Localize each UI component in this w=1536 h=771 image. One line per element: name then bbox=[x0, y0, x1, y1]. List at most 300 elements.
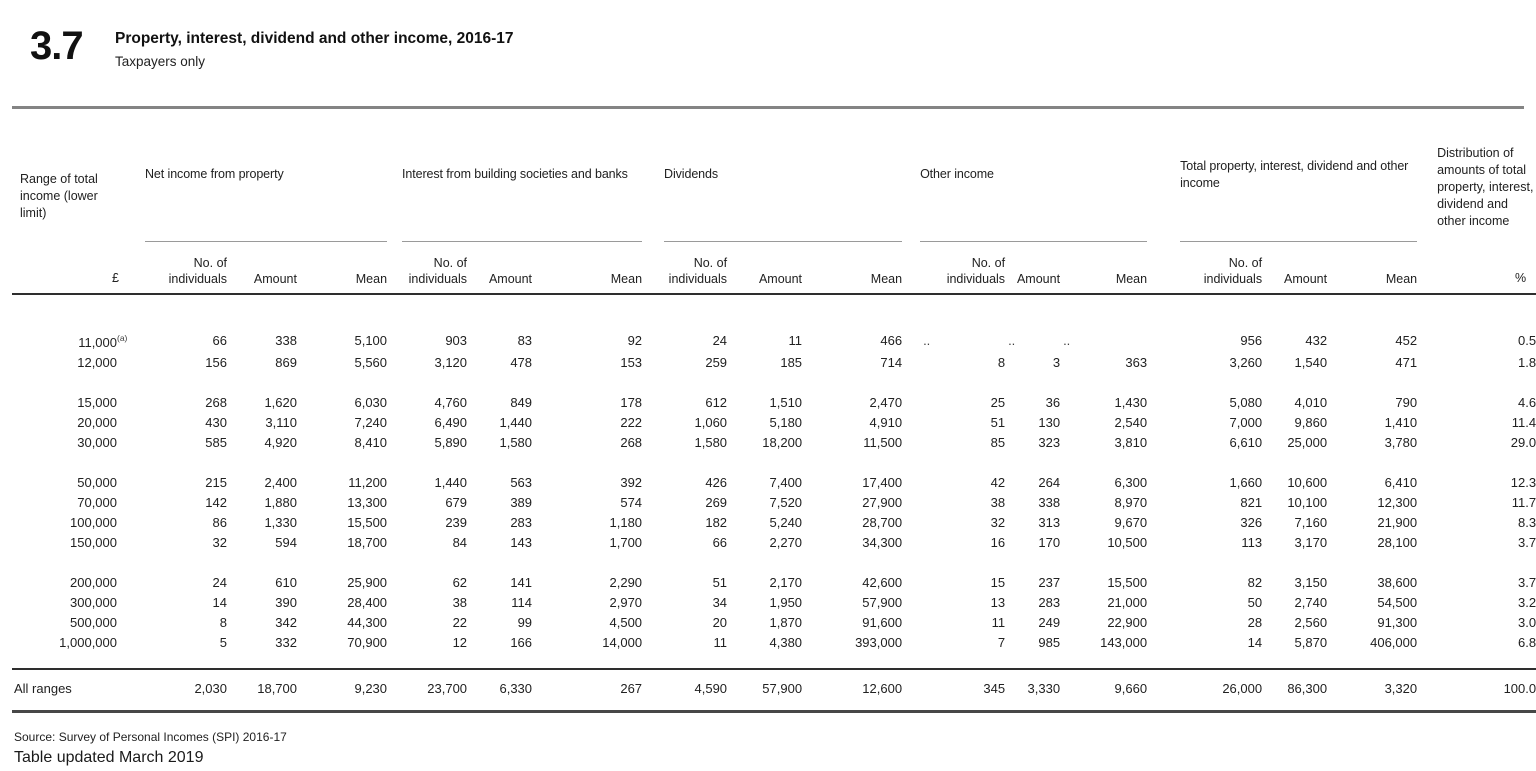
subheader-mean: Mean bbox=[297, 241, 387, 294]
value-cell: 57,900 bbox=[862, 595, 903, 610]
value-cell: 3,780 bbox=[1384, 435, 1418, 450]
subheader-amount: Amount bbox=[727, 241, 802, 294]
value-cell: 1,180 bbox=[609, 515, 643, 530]
value-cell: 51 bbox=[990, 415, 1006, 430]
value-cell: 3,810 bbox=[1114, 435, 1148, 450]
value-cell: 5,560 bbox=[354, 355, 388, 370]
spacer-cell bbox=[387, 633, 402, 653]
value-cell: 2,030 bbox=[145, 669, 227, 712]
table-row bbox=[12, 473, 1536, 493]
spacer-cell bbox=[387, 413, 402, 433]
value-cell: 12,300 bbox=[1377, 495, 1418, 510]
spacer-cell bbox=[902, 669, 920, 712]
table-row bbox=[12, 413, 1536, 433]
value-cell: 22 bbox=[452, 615, 468, 630]
value-cell: 389 bbox=[510, 495, 533, 510]
spacer-cell bbox=[1417, 473, 1437, 493]
spacer-cell bbox=[1417, 669, 1437, 712]
value-cell: 594 bbox=[275, 535, 297, 550]
spacer-cell bbox=[902, 433, 920, 453]
spacer-cell bbox=[642, 473, 664, 493]
value-cell: 143,000 bbox=[1100, 635, 1148, 650]
table-body bbox=[12, 294, 1536, 712]
value-cell: 4,500 bbox=[609, 615, 643, 630]
value-cell: 406,000 bbox=[1370, 635, 1418, 650]
spacer-cell bbox=[133, 613, 145, 633]
value-cell: 15,500 bbox=[1107, 575, 1148, 590]
value-cell: 7,240 bbox=[354, 415, 388, 430]
spacer-cell bbox=[387, 533, 402, 553]
value-cell: 714 bbox=[880, 355, 903, 370]
page-title: Property, interest, dividend and other income, 2016-17 bbox=[115, 30, 514, 47]
total-label-cell bbox=[12, 669, 133, 712]
value-cell: 38,600 bbox=[1377, 575, 1418, 590]
value-cell: 44,300 bbox=[347, 615, 388, 630]
value-cell: 92 bbox=[627, 332, 643, 348]
range-value: 15,000 bbox=[77, 395, 117, 410]
value-cell: 323 bbox=[1038, 435, 1061, 450]
value-cell: 1,580 bbox=[694, 435, 728, 450]
spacer-row bbox=[12, 373, 1536, 393]
range-value: 1,000,000 bbox=[59, 635, 117, 650]
spacer-cell bbox=[1147, 513, 1180, 533]
spacer-cell bbox=[1147, 433, 1180, 453]
value-cell: 264 bbox=[1038, 475, 1061, 490]
spacer-row bbox=[12, 653, 1536, 669]
value-cell: 4,760 bbox=[434, 395, 468, 410]
spacer-cell bbox=[387, 353, 402, 373]
value-cell: 66 bbox=[712, 535, 728, 550]
value-cell: 36 bbox=[1045, 395, 1061, 410]
value-cell: 8 bbox=[219, 615, 227, 630]
value-cell: 1,870 bbox=[769, 615, 803, 630]
spacer-cell bbox=[642, 513, 664, 533]
spacer-cell bbox=[12, 453, 1536, 473]
value-cell: 985 bbox=[1038, 635, 1061, 650]
value-cell: 17,400 bbox=[862, 475, 903, 490]
updated-note: Table updated March 2019 bbox=[14, 749, 204, 766]
value-cell: 6,330 bbox=[467, 669, 532, 712]
spacer-cell bbox=[1417, 109, 1437, 294]
source-note: Source: Survey of Personal Incomes (SPI) 2016-17 bbox=[14, 730, 287, 744]
value-cell: 3,260 bbox=[1229, 355, 1263, 370]
value-cell: 34 bbox=[712, 595, 728, 610]
value-cell: 390 bbox=[275, 595, 297, 610]
value-cell: 20 bbox=[712, 615, 728, 630]
spacer-cell bbox=[1147, 573, 1180, 593]
group-header-interest: Interest from building societies and banks bbox=[402, 109, 642, 241]
value-cell: 326 bbox=[1240, 515, 1263, 530]
value-cell: 249 bbox=[1038, 615, 1061, 630]
range-cell bbox=[12, 433, 133, 453]
value-cell: 426 bbox=[705, 475, 728, 490]
range-value: 300,000 bbox=[70, 595, 117, 610]
range-value: 12,000 bbox=[77, 355, 117, 370]
subheader-amount: Amount bbox=[1262, 241, 1327, 294]
value-cell: 574 bbox=[620, 495, 643, 510]
spacer-cell bbox=[902, 613, 920, 633]
spacer-cell bbox=[133, 353, 145, 373]
value-cell: 1,880 bbox=[264, 495, 297, 510]
table-row bbox=[12, 513, 1536, 533]
value-cell: 7,520 bbox=[769, 495, 803, 510]
value-cell: 2,270 bbox=[769, 535, 803, 550]
value-cell: 26,000 bbox=[1180, 669, 1262, 712]
distribution-cell: 3.2 bbox=[1518, 595, 1536, 610]
spacer-cell bbox=[1147, 353, 1180, 373]
range-cell bbox=[12, 413, 133, 433]
spacer-cell bbox=[642, 413, 664, 433]
value-cell: 70,900 bbox=[347, 635, 388, 650]
value-cell: 28,700 bbox=[862, 515, 903, 530]
spacer-cell bbox=[133, 633, 145, 653]
value-cell: 2,170 bbox=[769, 575, 803, 590]
range-header-label: Range of total income (lower limit) bbox=[20, 172, 98, 220]
value-cell: 432 bbox=[1305, 332, 1328, 348]
value-cell: 679 bbox=[445, 495, 468, 510]
spacer-cell bbox=[133, 533, 145, 553]
spacer-cell bbox=[1147, 473, 1180, 493]
value-cell: 25 bbox=[990, 395, 1006, 410]
spacer-cell bbox=[133, 109, 145, 294]
table-row bbox=[12, 533, 1536, 553]
spacer-cell bbox=[642, 493, 664, 513]
range-value: 20,000 bbox=[77, 415, 117, 430]
range-cell bbox=[12, 493, 133, 513]
spacer-cell bbox=[1417, 393, 1437, 413]
value-cell: 610 bbox=[275, 575, 297, 590]
spacer-cell bbox=[387, 433, 402, 453]
value-cell: 42 bbox=[990, 475, 1006, 490]
value-cell: 267 bbox=[532, 669, 642, 712]
subheader-count: No. of individuals bbox=[920, 241, 1005, 294]
range-value: 150,000 bbox=[70, 535, 117, 550]
spacer-cell bbox=[642, 613, 664, 633]
value-cell: 222 bbox=[620, 415, 643, 430]
spacer-cell bbox=[133, 328, 145, 353]
table-header bbox=[12, 109, 1536, 294]
value-cell: 54,500 bbox=[1377, 595, 1418, 610]
spacer-cell bbox=[902, 393, 920, 413]
range-cell bbox=[12, 353, 133, 373]
spacer-cell bbox=[1417, 328, 1437, 353]
distribution-cell: 3.7 bbox=[1518, 535, 1536, 550]
spacer-cell bbox=[1147, 328, 1180, 353]
value-cell: 1,410 bbox=[1384, 415, 1418, 430]
value-cell: 32 bbox=[990, 515, 1006, 530]
value-cell: 478 bbox=[510, 355, 533, 370]
value-cell: 338 bbox=[275, 332, 297, 348]
table-row bbox=[12, 633, 1536, 653]
value-cell: 18,700 bbox=[347, 535, 388, 550]
spacer-cell bbox=[1417, 493, 1437, 513]
range-header-cell bbox=[12, 109, 133, 294]
range-value: 50,000 bbox=[77, 475, 117, 490]
spacer-cell bbox=[642, 669, 664, 712]
value-cell: 6,410 bbox=[1384, 475, 1418, 490]
value-cell: 1,660 bbox=[1229, 475, 1263, 490]
spacer-cell bbox=[1147, 593, 1180, 613]
distribution-cell: 11.4 bbox=[1511, 415, 1536, 430]
value-cell: 2,740 bbox=[1294, 595, 1328, 610]
spacer-cell bbox=[387, 613, 402, 633]
value-cell: 21,000 bbox=[1107, 595, 1148, 610]
value-cell: 7,400 bbox=[769, 475, 803, 490]
value-cell: 16 bbox=[990, 535, 1006, 550]
spacer-cell bbox=[642, 353, 664, 373]
range-cell bbox=[12, 393, 133, 413]
value-cell: 6,490 bbox=[434, 415, 468, 430]
distribution-cell: 11.7 bbox=[1511, 495, 1536, 510]
value-cell: 6,030 bbox=[354, 395, 388, 410]
value-cell: 2,470 bbox=[869, 395, 903, 410]
value-cell: 338 bbox=[1038, 495, 1061, 510]
value-cell: 332 bbox=[275, 635, 297, 650]
spacer-cell bbox=[12, 553, 1536, 573]
subheader-amount: Amount bbox=[1005, 241, 1060, 294]
range-cell bbox=[12, 513, 133, 533]
range-cell bbox=[12, 533, 133, 553]
value-cell: 9,860 bbox=[1294, 415, 1328, 430]
value-cell: 25,900 bbox=[347, 575, 388, 590]
value-cell: 1,620 bbox=[264, 395, 297, 410]
value-cell: 585 bbox=[205, 435, 227, 450]
value-cell: 869 bbox=[275, 355, 297, 370]
table-number: 3.7 bbox=[30, 24, 83, 68]
value-cell: 25,000 bbox=[1287, 435, 1328, 450]
value-cell: 4,920 bbox=[264, 435, 297, 450]
value-cell: 3,110 bbox=[265, 415, 297, 430]
total-row-label: All ranges bbox=[14, 681, 72, 696]
value-cell: 5,870 bbox=[1294, 635, 1328, 650]
subheader-mean: Mean bbox=[1327, 241, 1417, 294]
distribution-unit-label: % bbox=[1514, 271, 1527, 285]
range-value: 70,000 bbox=[77, 495, 117, 510]
spacer-cell bbox=[902, 573, 920, 593]
value-cell: 83 bbox=[517, 332, 533, 348]
value-cell: 34,300 bbox=[862, 535, 903, 550]
value-cell: 1,700 bbox=[609, 535, 643, 550]
value-cell: 51 bbox=[712, 575, 728, 590]
value-cell: 10,100 bbox=[1287, 495, 1328, 510]
value-cell: 156 bbox=[205, 355, 227, 370]
value-cell: 393,000 bbox=[855, 635, 903, 650]
spacer-row bbox=[12, 453, 1536, 473]
value-cell: 57,900 bbox=[727, 669, 802, 712]
value-cell: 18,700 bbox=[227, 669, 297, 712]
value-cell: 2,970 bbox=[609, 595, 643, 610]
value-cell: 86,300 bbox=[1262, 669, 1327, 712]
spacer-cell bbox=[902, 633, 920, 653]
range-value: 11,000 bbox=[78, 335, 117, 350]
subheader-amount: Amount bbox=[467, 241, 532, 294]
spacer-cell bbox=[902, 513, 920, 533]
value-cell: 170 bbox=[1038, 535, 1061, 550]
value-cell: 6,300 bbox=[1114, 475, 1148, 490]
value-cell: 363 bbox=[1125, 355, 1148, 370]
value-cell: 113 bbox=[1241, 535, 1263, 550]
value-cell: 4,910 bbox=[869, 415, 903, 430]
value-cell: 91,300 bbox=[1377, 615, 1418, 630]
value-cell: 13 bbox=[990, 595, 1006, 610]
value-cell: 141 bbox=[510, 575, 533, 590]
spacer-cell bbox=[133, 573, 145, 593]
group-header-other: Other income bbox=[920, 109, 1147, 241]
value-cell: 23,700 bbox=[402, 669, 467, 712]
distribution-cell: 4.6 bbox=[1518, 395, 1536, 410]
value-cell: 612 bbox=[705, 395, 728, 410]
range-value: 500,000 bbox=[70, 615, 117, 630]
range-value: 30,000 bbox=[77, 435, 117, 450]
value-cell: 9,670 bbox=[1114, 515, 1148, 530]
spacer-cell bbox=[902, 353, 920, 373]
spacer-cell bbox=[387, 493, 402, 513]
value-cell: 392 bbox=[620, 475, 643, 490]
value-cell: 5 bbox=[219, 635, 227, 650]
range-cell bbox=[12, 328, 133, 353]
table-row bbox=[12, 613, 1536, 633]
value-cell: 11 bbox=[788, 332, 803, 348]
distribution-header-cell bbox=[1437, 109, 1536, 294]
subheader-mean: Mean bbox=[532, 241, 642, 294]
value-cell: 4,380 bbox=[769, 635, 803, 650]
value-cell: 313 bbox=[1038, 515, 1061, 530]
value-cell: 5,100 bbox=[354, 332, 388, 348]
spacer-cell bbox=[902, 109, 920, 294]
spacer-cell bbox=[387, 573, 402, 593]
value-cell: 9,660 bbox=[1060, 669, 1147, 712]
spacer-cell bbox=[1417, 433, 1437, 453]
value-cell: 2,400 bbox=[264, 475, 297, 490]
spacer-cell bbox=[387, 513, 402, 533]
title-block bbox=[12, 0, 1524, 106]
subheader-count: No. of individuals bbox=[402, 241, 467, 294]
spacer-row bbox=[12, 553, 1536, 573]
subheader-count: No. of individuals bbox=[664, 241, 727, 294]
subheader-mean: Mean bbox=[802, 241, 902, 294]
value-cell: 1,440 bbox=[499, 415, 533, 430]
value-cell: 62 bbox=[452, 575, 468, 590]
value-cell: 14,000 bbox=[602, 635, 643, 650]
spacer-cell bbox=[1147, 633, 1180, 653]
spacer-cell bbox=[902, 493, 920, 513]
value-cell: 142 bbox=[205, 495, 227, 510]
spacer-cell bbox=[133, 493, 145, 513]
value-cell: 14 bbox=[1247, 635, 1263, 650]
value-cell: 4,590 bbox=[664, 669, 727, 712]
value-cell: 5,240 bbox=[769, 515, 803, 530]
spacer-cell bbox=[1147, 533, 1180, 553]
value-cell: 11 bbox=[991, 615, 1006, 630]
value-cell: 10,500 bbox=[1107, 535, 1148, 550]
spacer-cell bbox=[1417, 613, 1437, 633]
value-cell: 86 bbox=[212, 515, 227, 530]
value-cell: 259 bbox=[705, 355, 728, 370]
value-cell: 153 bbox=[620, 355, 643, 370]
value-cell: 22,900 bbox=[1107, 615, 1148, 630]
spacer-cell bbox=[387, 669, 402, 712]
value-cell: 1,440 bbox=[434, 475, 468, 490]
table-footer bbox=[12, 730, 1524, 767]
distribution-cell: 1.8 bbox=[1518, 355, 1536, 370]
spacer-cell bbox=[1417, 353, 1437, 373]
value-cell: 563 bbox=[510, 475, 533, 490]
value-cell: 84 bbox=[452, 535, 468, 550]
group-header-property: Net income from property bbox=[145, 109, 387, 241]
range-unit-label: £ bbox=[112, 271, 119, 285]
value-cell: 1,950 bbox=[769, 595, 803, 610]
value-cell: 3,320 bbox=[1327, 669, 1417, 712]
value-cell: 185 bbox=[780, 355, 803, 370]
value-cell: .. bbox=[923, 332, 931, 348]
table-row bbox=[12, 353, 1536, 373]
distribution-cell: 100.0 bbox=[1437, 669, 1536, 712]
spacer-cell bbox=[642, 393, 664, 413]
spacer-cell bbox=[1417, 533, 1437, 553]
spacer-cell bbox=[1147, 493, 1180, 513]
value-cell: 269 bbox=[705, 495, 728, 510]
value-cell: 283 bbox=[1038, 595, 1061, 610]
value-cell: 28 bbox=[1247, 615, 1263, 630]
value-cell: 66 bbox=[212, 332, 227, 348]
value-cell: 91,600 bbox=[862, 615, 903, 630]
spacer-cell bbox=[902, 328, 920, 353]
value-cell: 24 bbox=[712, 332, 728, 348]
range-cell bbox=[12, 613, 133, 633]
range-cell bbox=[12, 473, 133, 493]
group-header-dividends: Dividends bbox=[664, 109, 902, 241]
value-cell: 7 bbox=[997, 635, 1006, 650]
spacer-cell bbox=[12, 653, 1536, 669]
value-cell: 5,890 bbox=[434, 435, 468, 450]
value-cell: 1,060 bbox=[694, 415, 728, 430]
distribution-cell: 8.3 bbox=[1518, 515, 1536, 530]
spacer-cell bbox=[133, 473, 145, 493]
value-cell: 8,970 bbox=[1114, 495, 1148, 510]
value-cell: 345 bbox=[920, 669, 1005, 712]
spacer-cell bbox=[642, 593, 664, 613]
spacer-cell bbox=[387, 328, 402, 353]
group-header-total: Total property, interest, dividend and other income bbox=[1180, 109, 1417, 241]
value-cell: 2,290 bbox=[609, 575, 643, 590]
value-cell: 8,410 bbox=[354, 435, 388, 450]
spacer-cell bbox=[1417, 513, 1437, 533]
value-cell: 7,160 bbox=[1294, 515, 1328, 530]
value-cell: 1,510 bbox=[769, 395, 803, 410]
value-cell: 18,200 bbox=[762, 435, 803, 450]
distribution-cell: 29.0 bbox=[1510, 435, 1536, 450]
range-cell bbox=[12, 573, 133, 593]
value-cell: 9,230 bbox=[297, 669, 387, 712]
value-cell: 21,900 bbox=[1377, 515, 1418, 530]
value-cell: 2,560 bbox=[1294, 615, 1328, 630]
value-cell: 99 bbox=[517, 615, 533, 630]
value-cell: 38 bbox=[452, 595, 468, 610]
spacer-cell bbox=[1147, 109, 1180, 294]
table-row bbox=[12, 493, 1536, 513]
value-cell: 85 bbox=[990, 435, 1006, 450]
value-cell: 5,080 bbox=[1229, 395, 1263, 410]
spacer-cell bbox=[12, 294, 1536, 328]
spacer-cell bbox=[642, 533, 664, 553]
value-cell: .. bbox=[1063, 332, 1071, 348]
value-cell: 11,500 bbox=[863, 435, 903, 450]
value-cell: 1,430 bbox=[1114, 395, 1148, 410]
spacer-cell bbox=[133, 413, 145, 433]
spacer-cell bbox=[902, 473, 920, 493]
spacer-cell bbox=[642, 433, 664, 453]
value-cell: 3,330 bbox=[1005, 669, 1060, 712]
